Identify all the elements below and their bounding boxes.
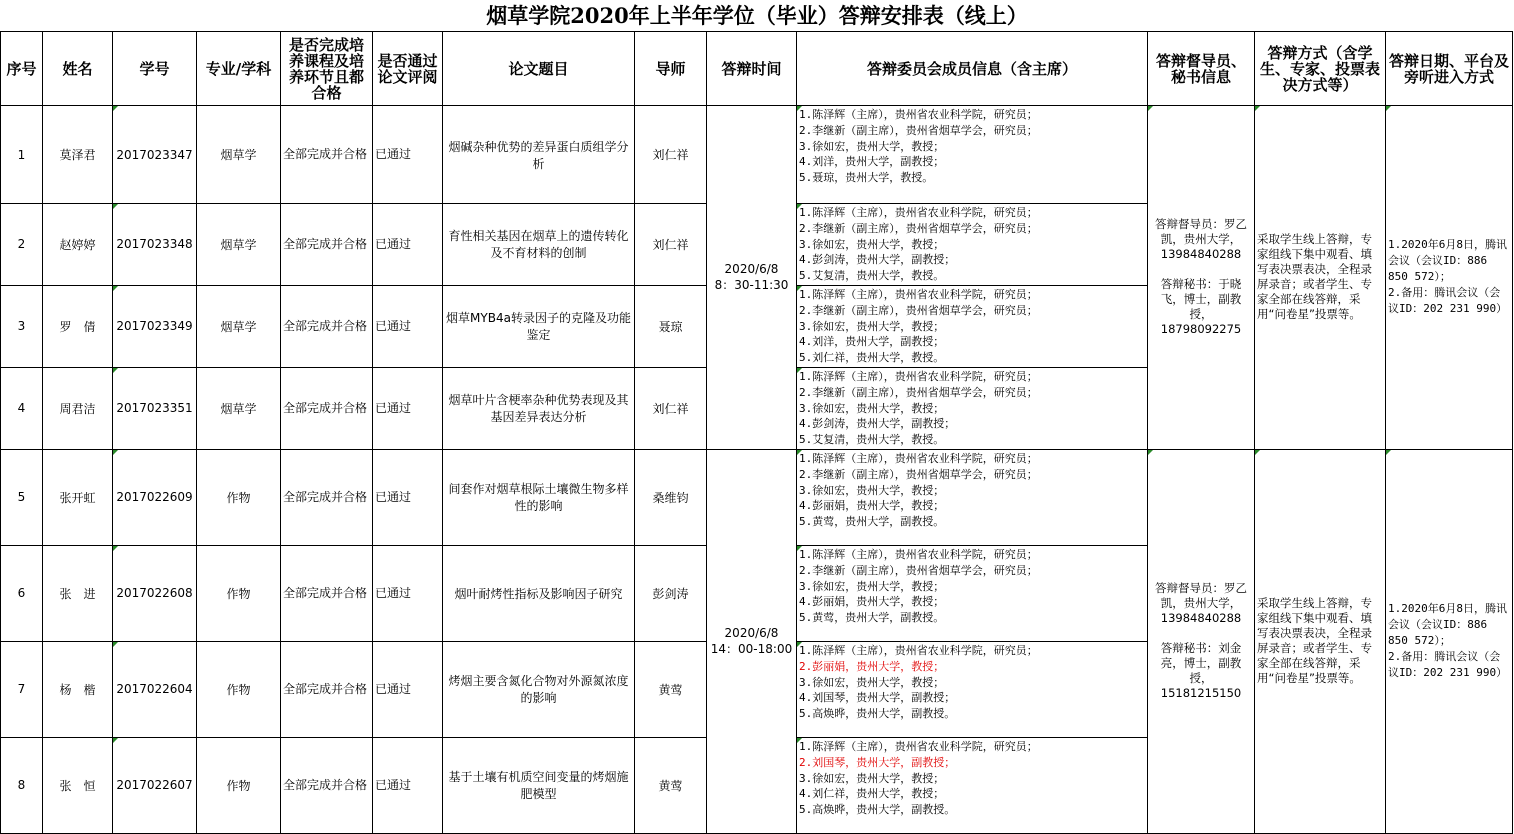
committee-member: 3.徐如宏，贵州大学，教授； <box>799 401 945 415</box>
cell-advisor: 黄莺 <box>635 737 707 833</box>
committee-member: 1.陈泽辉（主席），贵州省农业科学院，研究员； <box>799 643 1038 657</box>
committee-member: 1.陈泽辉（主席），贵州省农业科学院，研究员； <box>799 451 1038 465</box>
time-range: 8：30-11:30 <box>714 277 789 292</box>
cell-thesis: 烟草叶片含梗率杂种优势表现及其基因差异表达分析 <box>443 367 635 449</box>
cell-committee <box>797 367 1148 449</box>
platform-main: 1.2020年6月8日，腾讯会议（会议ID：886 850 572）； <box>1388 602 1507 648</box>
cell-name: 赵婷婷 <box>43 204 113 286</box>
secretary-info: 答辩秘书：于晓飞，博士，副教授，18798092275 <box>1160 277 1242 337</box>
header-major: 专业/学科 <box>197 32 281 106</box>
cell-thesis: 烟叶耐烤性指标及影响因子研究 <box>443 545 635 641</box>
secretary-info: 答辩秘书：刘金亮，博士，副教授，15181215150 <box>1160 641 1242 701</box>
cell-major: 烟草学 <box>197 106 281 204</box>
cell-major: 作物 <box>197 545 281 641</box>
cell-name: 罗 倩 <box>43 285 113 367</box>
cell-name: 杨 楷 <box>43 641 113 737</box>
cell-id: 2017023349 <box>113 285 197 367</box>
cell-major: 烟草学 <box>197 204 281 286</box>
committee-member: 4.彭丽娟，贵州大学，教授； <box>799 595 945 609</box>
header-platform: 答辩日期、平台及旁听进入方式 <box>1386 32 1513 106</box>
committee-member: 5.黄莺，贵州大学，副教授。 <box>799 611 945 625</box>
committee-member: 3.徐如宏，贵州大学，教授； <box>799 139 945 153</box>
header-advisor: 导师 <box>635 32 707 106</box>
committee-member: 3.徐如宏，贵州大学，教授； <box>799 237 945 251</box>
committee-member-highlighted: 2.刘国琴，贵州大学，副教授； <box>799 755 956 769</box>
cell-method-group-2: 采取学生线上答辩，专家组线下集中观看、填写表决票表决，全程录屏录音；或者学生、专家全部在线答辩，采用“问卷星”投票等。 <box>1255 449 1386 833</box>
cell-courses: 全部完成并合格 <box>281 106 373 204</box>
committee-member: 3.徐如宏，贵州大学，教授； <box>799 483 945 497</box>
cell-advisor: 刘仁祥 <box>635 106 707 204</box>
committee-member: 4.刘洋，贵州大学，副教授； <box>799 335 945 349</box>
committee-member: 1.陈泽辉（主席），贵州省农业科学院，研究员； <box>799 547 1038 561</box>
cell-method-group-1: 采取学生线上答辩，专家组线下集中观看、填写表决票表决，全程录屏录音；或者学生、专家全部在线答辩，采用“问卷星”投票等。 <box>1255 106 1386 450</box>
committee-member: 1.陈泽辉（主席），贵州省农业科学院，研究员； <box>799 287 1038 301</box>
cell-courses: 全部完成并合格 <box>281 449 373 545</box>
header-time: 答辩时间 <box>707 32 797 106</box>
cell-review: 已通过 <box>373 106 443 204</box>
cell-platform-group-1 <box>1386 106 1513 450</box>
table-header-row <box>1 32 1513 106</box>
committee-member: 4.刘国琴，贵州大学，副教授； <box>799 691 956 705</box>
committee-member: 2.李继新（副主席），贵州省烟草学会，研究员； <box>799 563 1038 577</box>
header-committee: 答辩委员会成员信息（含主席） <box>797 32 1148 106</box>
cell-advisor: 黄莺 <box>635 641 707 737</box>
cell-committee <box>797 449 1148 545</box>
committee-member: 5.黄莺，贵州大学，副教授。 <box>799 515 945 529</box>
cell-major: 烟草学 <box>197 367 281 449</box>
cell-seq: 7 <box>1 641 43 737</box>
committee-member: 3.徐如宏，贵州大学，教授； <box>799 771 945 785</box>
committee-member: 2.李继新（副主席），贵州省烟草学会，研究员； <box>799 221 1038 235</box>
cell-review: 已通过 <box>373 204 443 286</box>
committee-member: 5.艾复清，贵州大学，教授。 <box>799 433 945 447</box>
cell-major: 作物 <box>197 641 281 737</box>
cell-thesis: 烟碱杂种优势的差异蛋白质组学分析 <box>443 106 635 204</box>
cell-seq: 5 <box>1 449 43 545</box>
cell-courses: 全部完成并合格 <box>281 545 373 641</box>
cell-committee <box>797 641 1148 737</box>
supervisor-info: 答辩督导员：罗乙凯，贵州大学，13984840288 <box>1155 217 1247 262</box>
cell-time-group-1 <box>707 106 797 450</box>
header-review: 是否通过论文评阅 <box>373 32 443 106</box>
cell-seq: 3 <box>1 285 43 367</box>
cell-review: 已通过 <box>373 449 443 545</box>
committee-member: 5.艾复清，贵州大学，教授。 <box>799 269 945 283</box>
cell-major: 作物 <box>197 737 281 833</box>
cell-seq: 8 <box>1 737 43 833</box>
cell-id: 2017023348 <box>113 204 197 286</box>
header-id: 学号 <box>113 32 197 106</box>
time-date: 2020/6/8 <box>724 625 779 640</box>
committee-member: 2.李继新（副主席），贵州省烟草学会，研究员； <box>799 385 1038 399</box>
committee-member: 5.高焕晔，贵州大学，副教授。 <box>799 803 956 817</box>
cell-name: 张开虹 <box>43 449 113 545</box>
cell-name: 莫泽君 <box>43 106 113 204</box>
cell-time-group-2 <box>707 449 797 833</box>
committee-member: 4.彭剑涛，贵州大学，副教授； <box>799 253 956 267</box>
committee-member: 3.徐如宏，贵州大学，教授； <box>799 319 945 333</box>
committee-member: 4.刘仁祥，贵州大学，教授； <box>799 787 945 801</box>
cell-seq: 1 <box>1 106 43 204</box>
cell-advisor: 桑维钧 <box>635 449 707 545</box>
cell-advisor: 聂琼 <box>635 285 707 367</box>
cell-name: 张 恒 <box>43 737 113 833</box>
header-seq: 序号 <box>1 32 43 106</box>
committee-member-highlighted: 2.彭丽娟，贵州大学，教授； <box>799 659 945 673</box>
cell-thesis: 间套作对烟草根际土壤微生物多样性的影响 <box>443 449 635 545</box>
committee-member: 5.刘仁祥，贵州大学，教授。 <box>799 351 945 365</box>
cell-seq: 2 <box>1 204 43 286</box>
committee-member: 3.徐如宏，贵州大学，教授； <box>799 579 945 593</box>
committee-member: 2.李继新（副主席），贵州省烟草学会，研究员； <box>799 303 1038 317</box>
cell-courses: 全部完成并合格 <box>281 367 373 449</box>
time-range: 14：00-18:00 <box>710 641 793 656</box>
committee-member: 4.彭丽娟，贵州大学，教授； <box>799 499 945 513</box>
header-method: 答辩方式（含学生、专家、投票表决方式等） <box>1255 32 1386 106</box>
cell-supervisor-group-1 <box>1148 106 1255 450</box>
cell-committee <box>797 545 1148 641</box>
committee-member: 1.陈泽辉（主席），贵州省农业科学院，研究员； <box>799 369 1038 383</box>
cell-review: 已通过 <box>373 367 443 449</box>
cell-advisor: 刘仁祥 <box>635 204 707 286</box>
committee-member: 4.彭剑涛，贵州大学，副教授； <box>799 417 956 431</box>
cell-id: 2017022609 <box>113 449 197 545</box>
cell-id: 2017022604 <box>113 641 197 737</box>
committee-member: 5.聂琼，贵州大学，教授。 <box>799 171 934 185</box>
cell-name: 周君洁 <box>43 367 113 449</box>
cell-review: 已通过 <box>373 285 443 367</box>
cell-id: 2017022607 <box>113 737 197 833</box>
cell-platform-group-2 <box>1386 449 1513 833</box>
committee-member: 3.徐如宏，贵州大学，教授； <box>799 675 945 689</box>
cell-id: 2017023351 <box>113 367 197 449</box>
page-title: 烟草学院2020年上半年学位（毕业）答辩安排表（线上） <box>486 3 1028 28</box>
cell-seq: 4 <box>1 367 43 449</box>
platform-backup: 2.备用：腾讯会议（会议ID：202 231 990） <box>1388 650 1508 680</box>
cell-thesis: 烤烟主要含氮化合物对外源氮浓度的影响 <box>443 641 635 737</box>
header-courses: 是否完成培养课程及培养环节且都合格 <box>281 32 373 106</box>
supervisor-info: 答辩督导员：罗乙凯，贵州大学，13984840288 <box>1155 581 1247 626</box>
cell-supervisor-group-2 <box>1148 449 1255 833</box>
cell-id: 2017022608 <box>113 545 197 641</box>
cell-thesis: 育性相关基因在烟草上的遗传转化及不育材料的创制 <box>443 204 635 286</box>
defense-schedule-table <box>0 31 1513 834</box>
committee-member: 4.刘洋，贵州大学，副教授； <box>799 155 945 169</box>
cell-advisor: 彭剑涛 <box>635 545 707 641</box>
cell-thesis: 基于土壤有机质空间变量的烤烟施肥模型 <box>443 737 635 833</box>
cell-committee <box>797 106 1148 204</box>
cell-major: 作物 <box>197 449 281 545</box>
table-row <box>1 449 1513 545</box>
cell-major: 烟草学 <box>197 285 281 367</box>
cell-review: 已通过 <box>373 737 443 833</box>
cell-committee <box>797 737 1148 833</box>
time-date: 2020/6/8 <box>724 261 779 276</box>
committee-member: 2.李继新（副主席），贵州省烟草学会，研究员； <box>799 123 1038 137</box>
cell-courses: 全部完成并合格 <box>281 285 373 367</box>
committee-member: 1.陈泽辉（主席），贵州省农业科学院，研究员； <box>799 739 1038 753</box>
cell-id: 2017023347 <box>113 106 197 204</box>
committee-member: 2.李继新（副主席），贵州省烟草学会，研究员； <box>799 467 1038 481</box>
cell-courses: 全部完成并合格 <box>281 204 373 286</box>
cell-committee <box>797 285 1148 367</box>
committee-member: 5.高焕晔，贵州大学，副教授。 <box>799 707 956 721</box>
cell-advisor: 刘仁祥 <box>635 367 707 449</box>
cell-courses: 全部完成并合格 <box>281 737 373 833</box>
platform-backup: 2.备用：腾讯会议（会议ID：202 231 990） <box>1388 286 1508 316</box>
cell-name: 张 进 <box>43 545 113 641</box>
header-name: 姓名 <box>43 32 113 106</box>
committee-member: 1.陈泽辉（主席），贵州省农业科学院，研究员； <box>799 108 1038 121</box>
table-row <box>1 106 1513 204</box>
cell-review: 已通过 <box>373 641 443 737</box>
cell-review: 已通过 <box>373 545 443 641</box>
cell-courses: 全部完成并合格 <box>281 641 373 737</box>
committee-member: 1.陈泽辉（主席），贵州省农业科学院，研究员； <box>799 206 1038 219</box>
platform-main: 1.2020年6月8日，腾讯会议（会议ID：886 850 572）； <box>1388 238 1507 284</box>
cell-seq: 6 <box>1 545 43 641</box>
header-thesis: 论文题目 <box>443 32 635 106</box>
cell-thesis: 烟草MYB4a转录因子的克隆及功能鉴定 <box>443 285 635 367</box>
header-supervisor: 答辩督导员、秘书信息 <box>1148 32 1255 106</box>
cell-committee <box>797 204 1148 286</box>
